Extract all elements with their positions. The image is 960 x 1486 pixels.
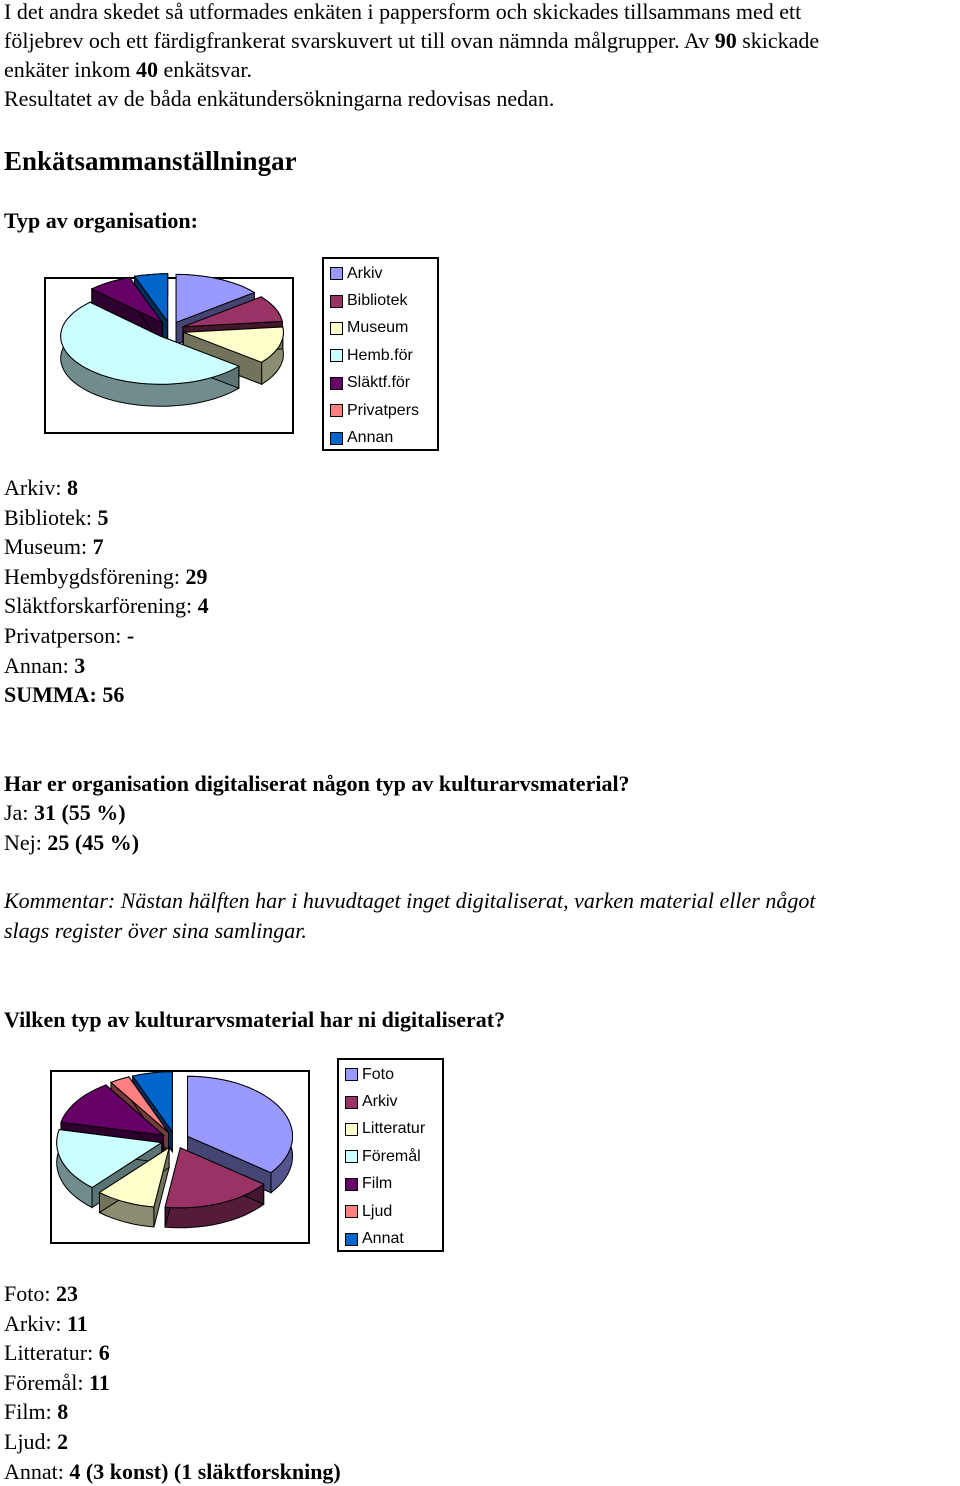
legend-label: Bibliotek — [347, 292, 408, 310]
item-label: Ljud: — [4, 1428, 58, 1454]
legend-swatch — [345, 1068, 358, 1081]
comment-line-2: slags register över sina samlingar. — [4, 917, 307, 943]
item-label: Arkiv: — [4, 475, 67, 500]
item-value: 23 — [55, 1281, 78, 1306]
legend-swatch — [345, 1233, 358, 1246]
intro-line-1: I det andra skedet så utformades enkäten i pappersform och skickades tillsammans med ett — [4, 0, 802, 24]
legend-swatch — [345, 1150, 358, 1163]
material-type-question: Vilken typ av kulturarvsmaterial har ni digitaliserat? — [4, 1007, 506, 1032]
item-value: - — [126, 622, 135, 648]
item-label: Museum: — [4, 534, 93, 560]
item-label: Privatperson: — [4, 622, 127, 648]
legend-entry — [339, 1061, 442, 1088]
legend-swatch — [345, 1096, 358, 1109]
item-label: Film: — [4, 1399, 58, 1425]
nej-label: Nej: — [4, 829, 48, 855]
legend-entry — [339, 1171, 442, 1198]
item-value: 5 — [97, 504, 109, 530]
legend-label: Arkiv — [362, 1093, 398, 1111]
intro-line-2-end: skickade — [736, 28, 820, 53]
legend-entry — [339, 1088, 442, 1115]
legend-swatch — [345, 1205, 358, 1218]
digitalized-question: Har er organisation digitaliserat någon typ av kulturarvsmaterial? — [4, 771, 630, 796]
list-item — [4, 1338, 341, 1368]
legend-label: Film — [362, 1175, 393, 1193]
item-label: Annat: — [4, 1458, 70, 1484]
legend-label: Arkiv — [347, 264, 383, 282]
section-heading: Enkätsammanställningar — [4, 146, 297, 176]
item-value: 11 — [88, 1369, 110, 1395]
item-value: 8 — [66, 475, 78, 500]
item-value: 4 (3 konst) (1 släktforskning) — [69, 1458, 341, 1484]
list-item — [4, 1279, 341, 1309]
list-item — [4, 1368, 341, 1398]
material-list — [4, 1279, 341, 1486]
ja-label: Ja: — [4, 800, 34, 825]
legend-label: Föremål — [362, 1147, 421, 1165]
material-legend — [337, 1058, 444, 1252]
intro-line-3-text: enkäter inkom — [4, 57, 136, 82]
legend-label: Ljud — [362, 1202, 393, 1220]
list-item — [4, 1427, 341, 1457]
legend-label: Privatpers — [347, 401, 420, 419]
legend-label: Hemb.för — [347, 346, 413, 364]
item-value: 29 — [185, 563, 208, 589]
org-type-title: Typ av organisation: — [4, 208, 198, 233]
legend-entry — [339, 1116, 442, 1143]
item-value: 3 — [74, 652, 86, 678]
legend-entry — [339, 1225, 442, 1252]
item-label: Släktforskarförening: — [4, 593, 198, 619]
intro-line-3-end: enkätsvar. — [157, 57, 253, 82]
nej-value: 25 (45 %) — [47, 829, 140, 855]
item-value: 8 — [57, 1399, 69, 1425]
item-label: Bibliotek: — [4, 504, 98, 530]
legend-label: Annat — [362, 1230, 404, 1248]
item-label: Foto: — [4, 1281, 56, 1306]
comment-line-1: Kommentar: Nästan hälften har i huvudtaget inget digitaliserat, varken material eller något — [4, 888, 816, 913]
item-label: Litteratur: — [4, 1340, 99, 1366]
item-value: 2 — [57, 1428, 69, 1454]
answer-count: 40 — [135, 57, 158, 82]
item-label: Föremål: — [4, 1369, 89, 1395]
ja-value: 31 (55 %) — [33, 800, 126, 825]
item-value: 11 — [66, 1310, 88, 1336]
item-value: 7 — [92, 534, 104, 560]
list-item — [4, 1457, 341, 1486]
list-item — [4, 1309, 341, 1339]
intro-line-2-text: följebrev och ett färdigfrankerat svarskuvert ut till ovan nämnda målgrupper. Av — [4, 28, 715, 53]
item-label: Hembygdsförening: — [4, 563, 186, 589]
legend-label: Annan — [347, 429, 394, 447]
item-label: Arkiv: — [4, 1310, 67, 1336]
item-label: Annan: — [4, 652, 75, 678]
legend-entry — [339, 1143, 442, 1170]
item-value: 4 — [197, 593, 209, 619]
legend-label: Museum — [347, 319, 409, 337]
legend-label: Litteratur — [362, 1120, 426, 1138]
legend-swatch — [345, 1178, 358, 1191]
legend-swatch — [345, 1123, 358, 1136]
list-item — [4, 1397, 341, 1427]
sent-count: 90 — [714, 28, 737, 53]
item-value: 6 — [98, 1340, 110, 1366]
sum-value: SUMMA: 56 — [4, 682, 125, 708]
intro-line-4: Resultatet av de båda enkätundersökningarna redovisas nedan. — [4, 86, 555, 111]
legend-entry — [339, 1198, 442, 1225]
legend-label: Släktf.för — [347, 374, 411, 392]
legend-label: Foto — [362, 1065, 395, 1083]
